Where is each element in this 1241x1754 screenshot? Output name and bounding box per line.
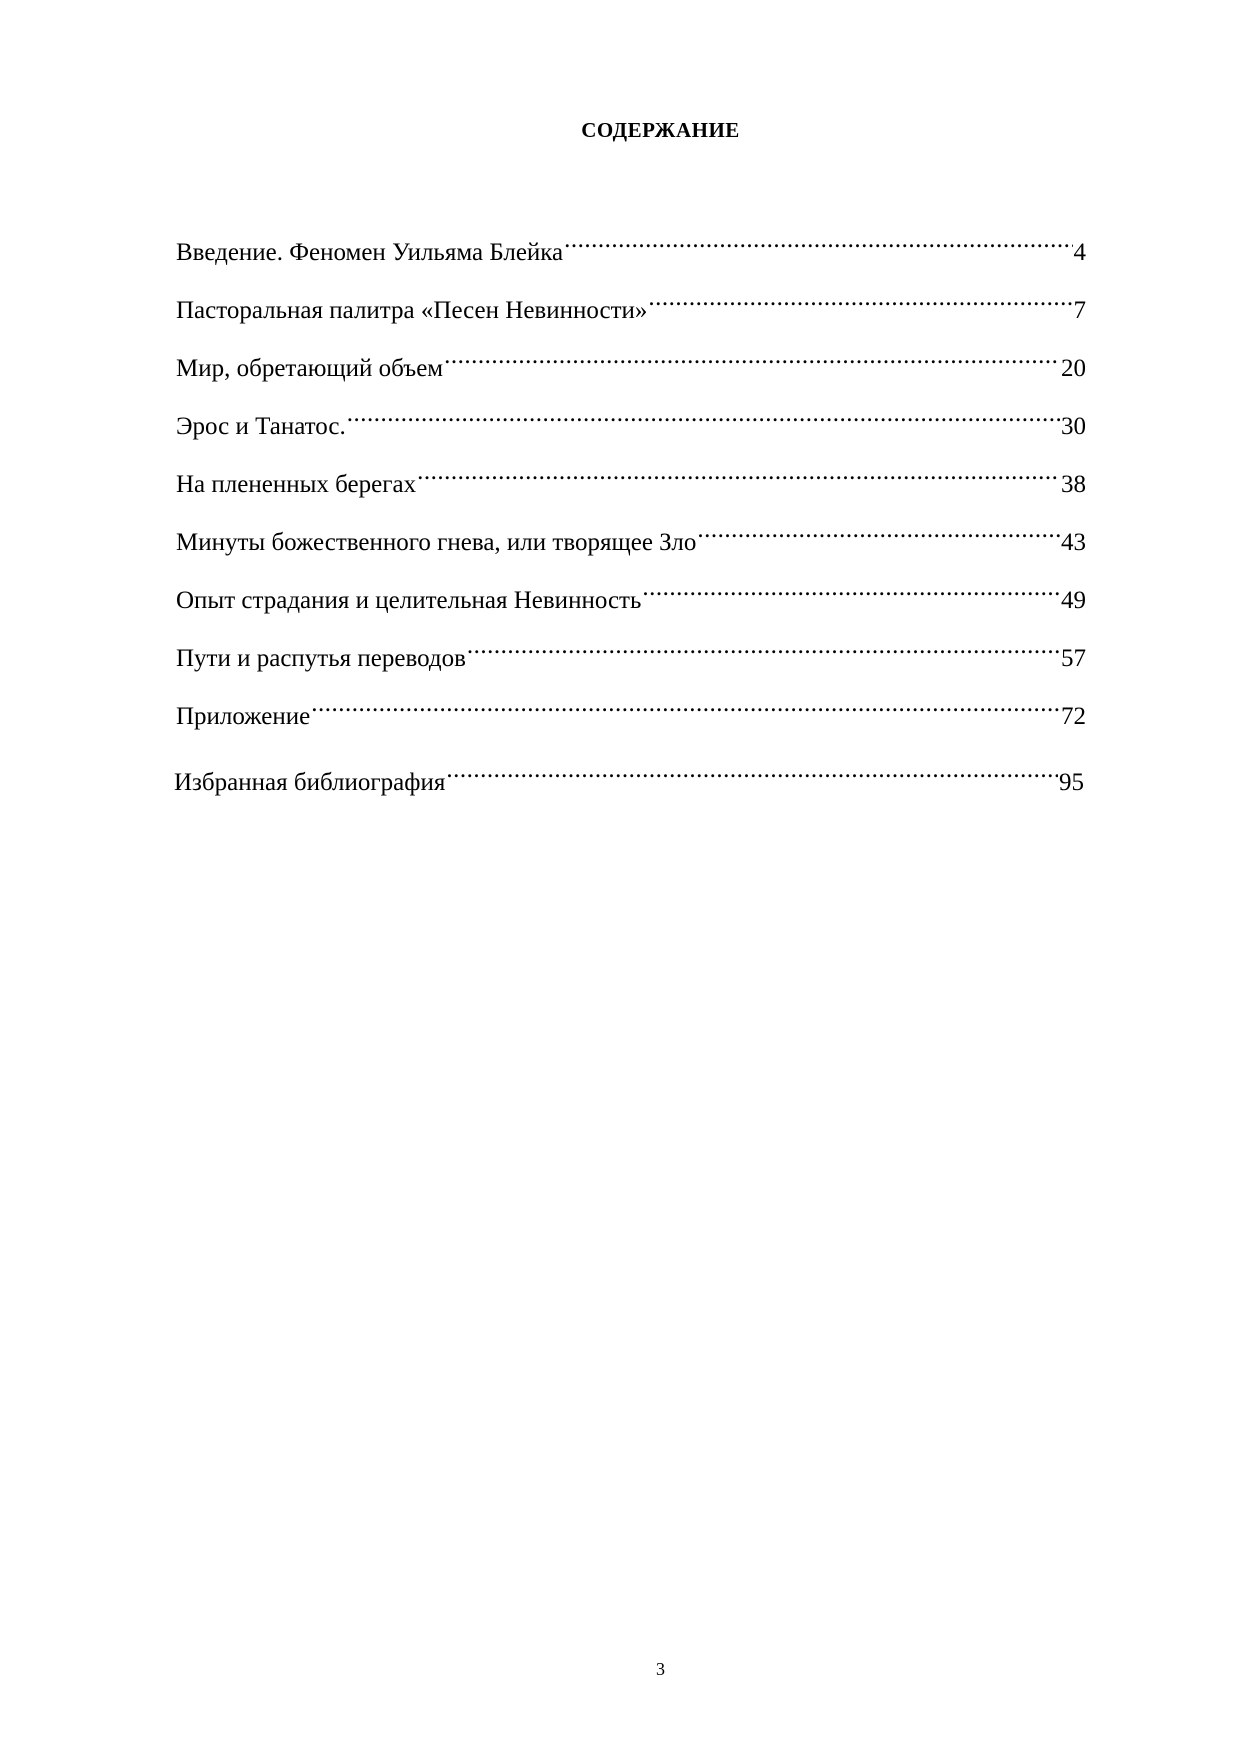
toc-entry[interactable] (176, 514, 1086, 556)
toc-entry[interactable] (176, 224, 1086, 266)
dot-leader (642, 572, 1060, 608)
toc-entry[interactable] (176, 398, 1086, 440)
toc-entry-page: 49 (1061, 587, 1086, 614)
toc-entry-title: Минуты божественного гнева, или творящее Зло (176, 529, 697, 556)
toc-entry-title: На плененных берегах (176, 471, 417, 498)
dot-leader (347, 398, 1060, 434)
toc-entry[interactable] (176, 456, 1086, 498)
toc-entry-title: Избранная библиография (174, 769, 446, 796)
page-title: СОДЕРЖАНИЕ (581, 118, 740, 142)
toc-entry-title: Приложение (176, 703, 311, 730)
toc-entry-page: 43 (1061, 529, 1086, 556)
toc-entry-page: 30 (1061, 413, 1086, 440)
dot-leader (467, 630, 1060, 666)
toc-entry-page: 4 (1073, 239, 1086, 266)
toc-entry-title: Пасторальная палитра «Песен Невинности» (176, 297, 648, 324)
toc-entry[interactable] (176, 630, 1086, 672)
toc-entry-title: Опыт страдания и целительная Невинность (176, 587, 642, 614)
toc-entry-page: 20 (1061, 355, 1086, 382)
dot-leader (564, 224, 1072, 260)
toc-entry-page: 95 (1059, 769, 1084, 796)
toc-entry-title: Введение. Феномен Уильяма Блейка (176, 239, 564, 266)
toc-entry[interactable] (176, 282, 1086, 324)
toc-entry-page: 72 (1061, 703, 1086, 730)
dot-leader (311, 688, 1060, 724)
dot-leader (446, 754, 1058, 790)
toc-entry[interactable] (176, 340, 1086, 382)
toc-entry-page: 38 (1061, 471, 1086, 498)
dot-leader (417, 456, 1060, 492)
dot-leader (444, 340, 1060, 376)
toc-entry-title: Мир, обретающий объем (176, 355, 444, 382)
dot-leader (697, 514, 1060, 550)
page-number: 3 (656, 1659, 665, 1679)
toc-entry[interactable] (174, 754, 1084, 796)
toc-entry-page: 57 (1061, 645, 1086, 672)
toc-entry-page: 7 (1073, 297, 1086, 324)
toc-entry[interactable] (176, 572, 1086, 614)
toc-entry[interactable] (176, 688, 1086, 730)
toc-entry-title: Пути и распутья переводов (176, 645, 466, 672)
toc-entry-title: Эрос и Танатос. (176, 413, 346, 440)
dot-leader (648, 282, 1072, 318)
